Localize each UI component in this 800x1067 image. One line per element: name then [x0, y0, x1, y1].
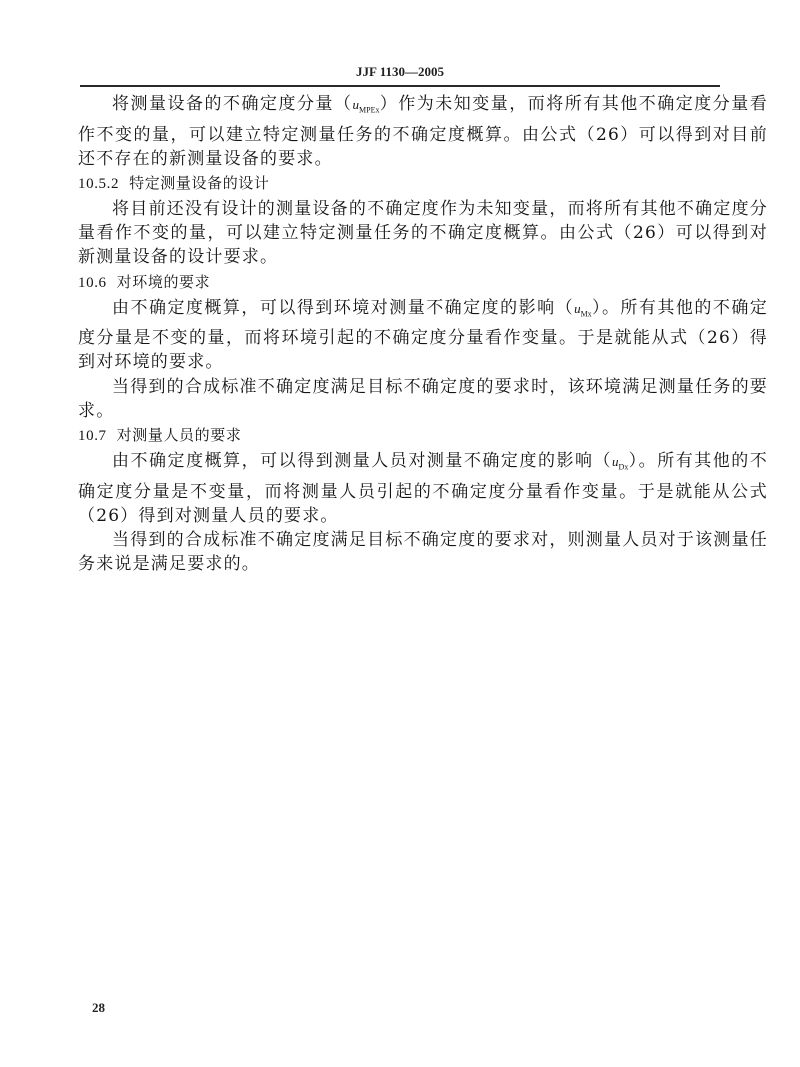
paragraph-text: 由不确定度概算，可以得到环境对测量不确定度的影响（: [112, 297, 575, 318]
section-number: 10.7: [78, 428, 107, 445]
header-rule: [80, 85, 720, 87]
section-heading-10-6: [78, 270, 768, 296]
symbol-u-mx: $u_{Mx}$: [574, 300, 592, 319]
paragraph-text: ）作为未知变量，而将所有其他不确定度分量看作不变的量，可以建立特定测量任务的不确定度概算。由公式（26）可以得到对目前还不存在的新测量设备的要求。: [78, 94, 768, 169]
paragraph-text: ）。所有其他的不确定度分量是不变的量，而将环境引起的不确定度分量看作变量。于是就能从式（26）得到对环境的要求。: [78, 297, 769, 373]
paragraph-text: 由不确定度概算，可以得到测量人员对测量不确定度的影响（: [112, 451, 613, 472]
section-heading-10-5-2: [78, 171, 768, 197]
symbol-u-dx: $u_{Dx}$: [612, 454, 629, 472]
paragraph-design: 将目前还没有设计的测量设备的不确定度作为未知变量，而将所有其他不确定度分量看作不变的量，可以建立特定测量任务的不确定度概算。由公式（26）可以得到对新测量设备的设计要求。: [78, 199, 768, 268]
paragraph-environment-influence: [78, 296, 768, 375]
paragraph-personnel-influence: [78, 449, 768, 528]
section-title: 对环境的要求: [116, 272, 211, 291]
section-title: 特定测量设备的设计: [129, 174, 270, 193]
section-number: 10.6: [78, 274, 107, 291]
paragraph-text: 将测量设备的不确定度分量（: [112, 94, 353, 114]
page-number: 28: [92, 1000, 105, 1015]
page-header-code: JJF 1130—2005: [356, 64, 444, 79]
symbol-subscript: Dx: [618, 462, 629, 472]
symbol-u-mpex: $u_{MPEx}$: [352, 97, 380, 115]
symbol-subscript: MPEx: [359, 105, 380, 115]
section-title: 对测量人员的要求: [116, 426, 242, 445]
section-heading-10-7: [78, 423, 768, 449]
section-number: 10.5.2: [78, 176, 120, 193]
symbol-subscript: Mx: [580, 309, 592, 319]
paragraph-text: ）。所有其他的不确定度分量是不变量，而将测量人员引起的不确定度分量看作变量。于是就能从公式（26）得到对测量人员的要求。: [78, 451, 768, 526]
paragraph-environment-conclusion: 当得到的合成标准不确定度满足目标不确定度的要求时，该环境满足测量任务的要求。: [78, 376, 768, 421]
paragraph-mpe-requirement: [78, 92, 768, 171]
document-body: [78, 92, 768, 577]
paragraph-personnel-conclusion: 当得到的合成标准不确定度满足目标不确定度的要求对，则测量人员对于该测量任务来说是满足要求的。: [78, 530, 768, 575]
